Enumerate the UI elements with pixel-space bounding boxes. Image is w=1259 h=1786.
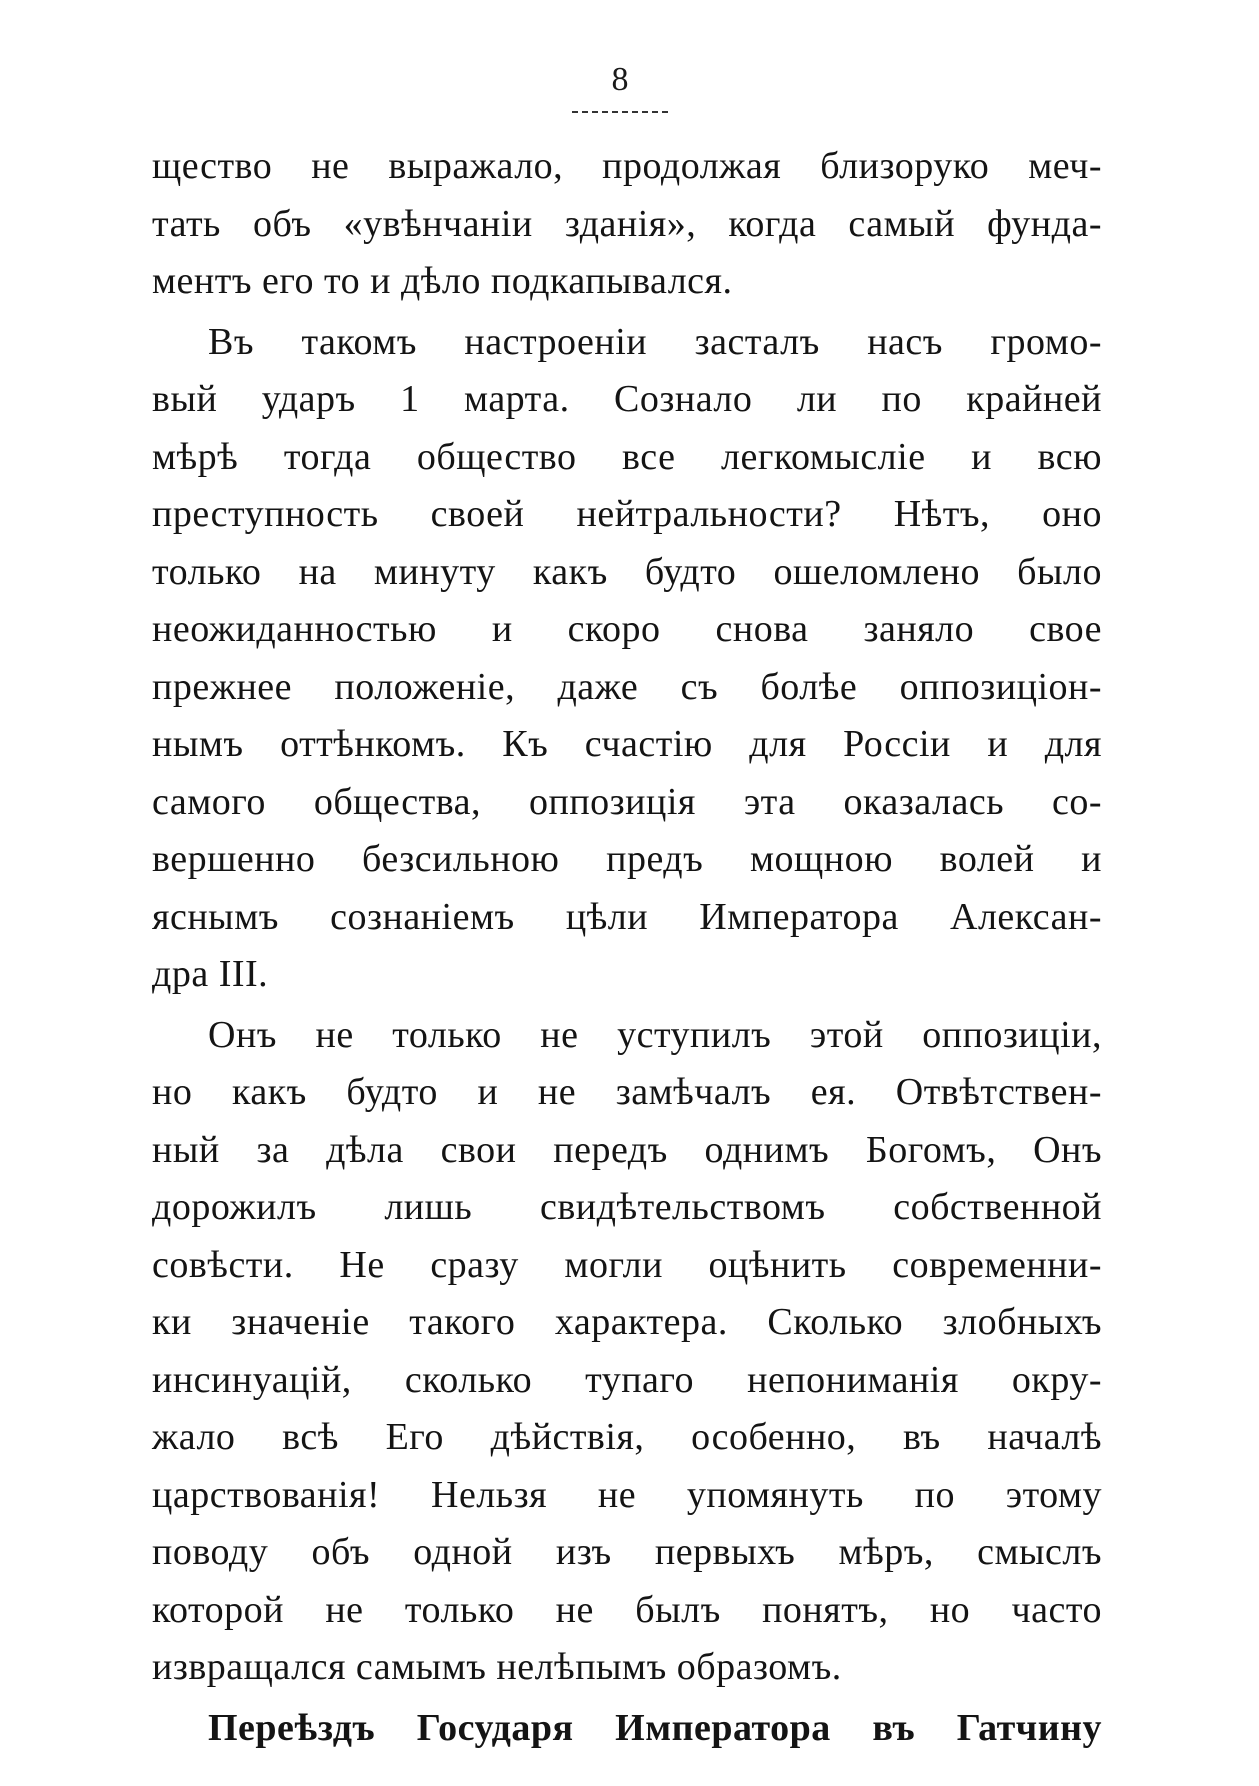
text-line: ки значеніе такого характера. Сколько злобныхъ xyxy=(152,1301,1102,1343)
text-line: нымъ оттѣнкомъ. Къ счастію для Россіи и для xyxy=(152,723,1102,765)
text-line: Въ такомъ настроеніи засталъ насъ громо- xyxy=(208,320,1102,363)
text-line: щество не выражало, продолжая близоруко меч- xyxy=(152,145,1102,187)
text-line: яснымъ сознаніемъ цѣли Императора Алексан- xyxy=(152,895,1102,938)
text-line: вершенно безсильною предъ мощною волей и xyxy=(152,838,1102,880)
text-line: Онъ не только не уступилъ этой оппозиціи, xyxy=(208,1013,1102,1056)
text-line: тать объ «увѣнчаніи зданія», когда самый фунда- xyxy=(152,202,1102,245)
text-line: инсинуацій, сколько тупаго непониманія окру- xyxy=(152,1358,1102,1401)
body-text xyxy=(152,138,1102,1757)
text-line: прежнее положеніе, даже съ болѣе оппозиціон- xyxy=(152,665,1102,708)
text-line: царствованія! Нельзя не упомянуть по этому xyxy=(152,1473,1102,1516)
text-line: поводу объ одной изъ первыхъ мѣръ, смыслъ xyxy=(152,1531,1102,1573)
text-line: дорожилъ лишь свидѣтельствомъ собственной xyxy=(152,1186,1102,1228)
text-line: неожиданностью и скоро снова заняло свое xyxy=(152,608,1102,650)
page-number-rule xyxy=(572,111,668,113)
text-line: Переѣздъ Государя Императора въ Гатчину xyxy=(208,1706,1102,1749)
text-line: мѣрѣ тогда общество все легкомысліе и всю xyxy=(152,435,1102,478)
text-line: совѣсти. Не сразу могли оцѣнить современни- xyxy=(152,1243,1102,1286)
text-line: которой не только не былъ понятъ, но часто xyxy=(152,1588,1102,1631)
text-line: вый ударъ 1 марта. Сознало ли по крайней xyxy=(152,378,1102,420)
text-line: но какъ будто и не замѣчалъ ея. Отвѣтствен- xyxy=(152,1071,1102,1113)
text-line: извращался самымъ нелѣпымъ образомъ. xyxy=(152,1646,842,1688)
text-line: самого общества, оппозиція эта оказалась со- xyxy=(152,780,1102,823)
text-line: дра III. xyxy=(152,953,269,995)
text-line: ный за дѣла свои передъ однимъ Богомъ, Онъ xyxy=(152,1128,1102,1171)
text-line: только на минуту какъ будто ошеломлено было xyxy=(152,550,1102,593)
page-number: 8 xyxy=(611,61,629,98)
text-line: преступность своей нейтральности? Нѣтъ, оно xyxy=(152,493,1102,535)
text-line: жало всѣ Его дѣйствія, особенно, въ началѣ xyxy=(152,1416,1102,1458)
text-line: ментъ его то и дѣло подкапывался. xyxy=(152,260,733,302)
